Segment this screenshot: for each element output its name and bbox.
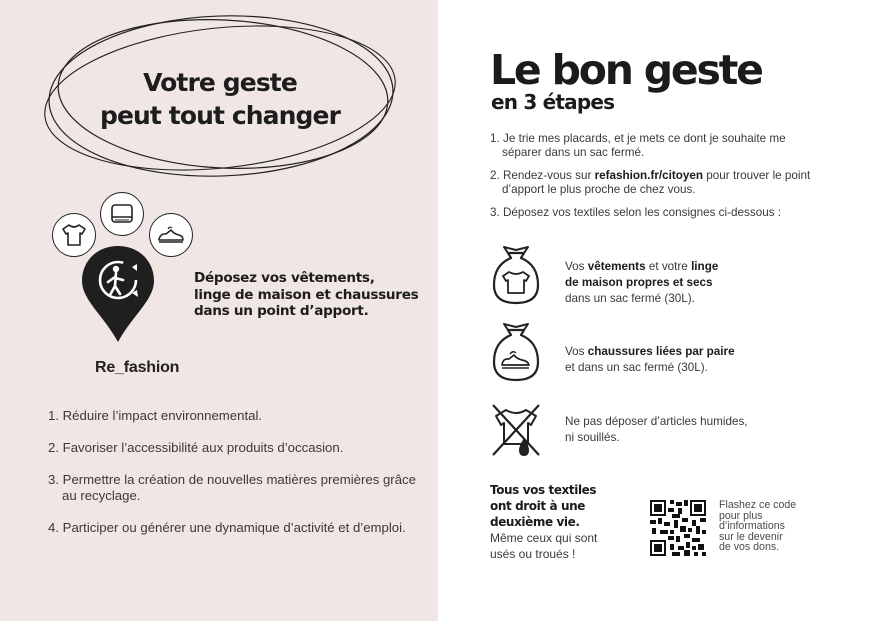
second-life-note (490, 482, 625, 562)
folded-linen-icon (100, 192, 144, 236)
bold-text: chaussures liées par paire (587, 345, 735, 358)
text: Vos (565, 345, 588, 358)
second-life-line: usés ou troués ! (490, 547, 576, 561)
list-item: 4. Participer ou générer une dynamique d’activité et d’emploi. (48, 520, 406, 535)
bag-shoes-icon (488, 322, 544, 382)
list-item: 3. Permettre la création de nouvelles matières premières grâce au recyclage. (48, 472, 416, 503)
instruction-line: Ne pas déposer d’articles humides, (565, 415, 748, 428)
step-1: 1. Je trie mes placards, et je mets ce dont je souhaite me séparer dans un sac fermé. (490, 132, 786, 159)
triman-recycle-icon (80, 244, 156, 344)
second-life-line: Même ceux qui sont (490, 531, 598, 545)
benefits-list (48, 408, 428, 552)
instruction-line (565, 259, 785, 275)
step-2 (490, 169, 820, 196)
page-title: Le bon geste (490, 46, 762, 94)
list-item: 2. Favoriser l’accessibilité aux produits d’occasion. (48, 440, 344, 455)
bold-text: linge (691, 260, 719, 273)
step-2-suffix: pour trouver le point d’apport le plus proche de chez vous. (502, 169, 811, 196)
bold-text: de maison propres et secs (565, 276, 713, 289)
step-2-prefix: 2. Rendez-vous sur (490, 169, 595, 182)
no-wet-textile-icon (488, 400, 544, 460)
second-life-bold: deuxième vie. (490, 515, 580, 529)
text: Vos (565, 260, 588, 273)
caption-line: de vos dons. (719, 541, 780, 554)
deposit-line: dans un point d’apport. (194, 303, 369, 319)
bag-tshirt-icon (488, 245, 544, 305)
refashion-link[interactable]: refashion.fr/citoyen (594, 169, 704, 182)
step-3: 3. Déposez vos textiles selon les consignes ci-dessous : (490, 206, 782, 219)
deposit-line: linge de maison et chaussures (194, 286, 419, 303)
bold-text: vêtements (587, 260, 646, 273)
caption-line: Flashez ce code (719, 499, 797, 511)
page-subtitle: en 3 étapes (491, 90, 615, 114)
refashion-logo: Re_fashion (95, 359, 180, 376)
heading-line-1: Votre geste (143, 68, 297, 97)
instruction-line: dans un sac fermé (30L). (565, 292, 695, 305)
caption-line: pour plus (719, 509, 763, 522)
list-item: 1. Réduire l’impact environnemental. (48, 408, 263, 423)
panel-heading (60, 66, 380, 132)
caption-line: d’informations (719, 520, 785, 533)
text: et votre (645, 260, 692, 273)
instruction-line: et dans un sac fermé (30L). (565, 361, 708, 374)
deposit-instruction (194, 270, 434, 320)
shoes-instruction (565, 344, 785, 376)
no-wet-instruction (565, 414, 785, 446)
qr-code-icon[interactable] (650, 500, 706, 556)
caption-line: sur le devenir (719, 530, 783, 543)
deposit-line: Déposez vos vêtements, (194, 270, 375, 286)
heading-line-2: peut tout changer (99, 101, 341, 130)
instruction-line: ni souillés. (565, 431, 620, 444)
second-life-bold: Tous vos textiles (490, 483, 597, 497)
second-life-bold: ont droit à une (490, 499, 585, 513)
right-panel (438, 0, 875, 621)
instruction-line (565, 344, 785, 360)
qr-caption (719, 500, 819, 553)
clothes-instruction (565, 259, 785, 307)
steps-list (490, 132, 820, 230)
instruction-line (565, 275, 785, 291)
